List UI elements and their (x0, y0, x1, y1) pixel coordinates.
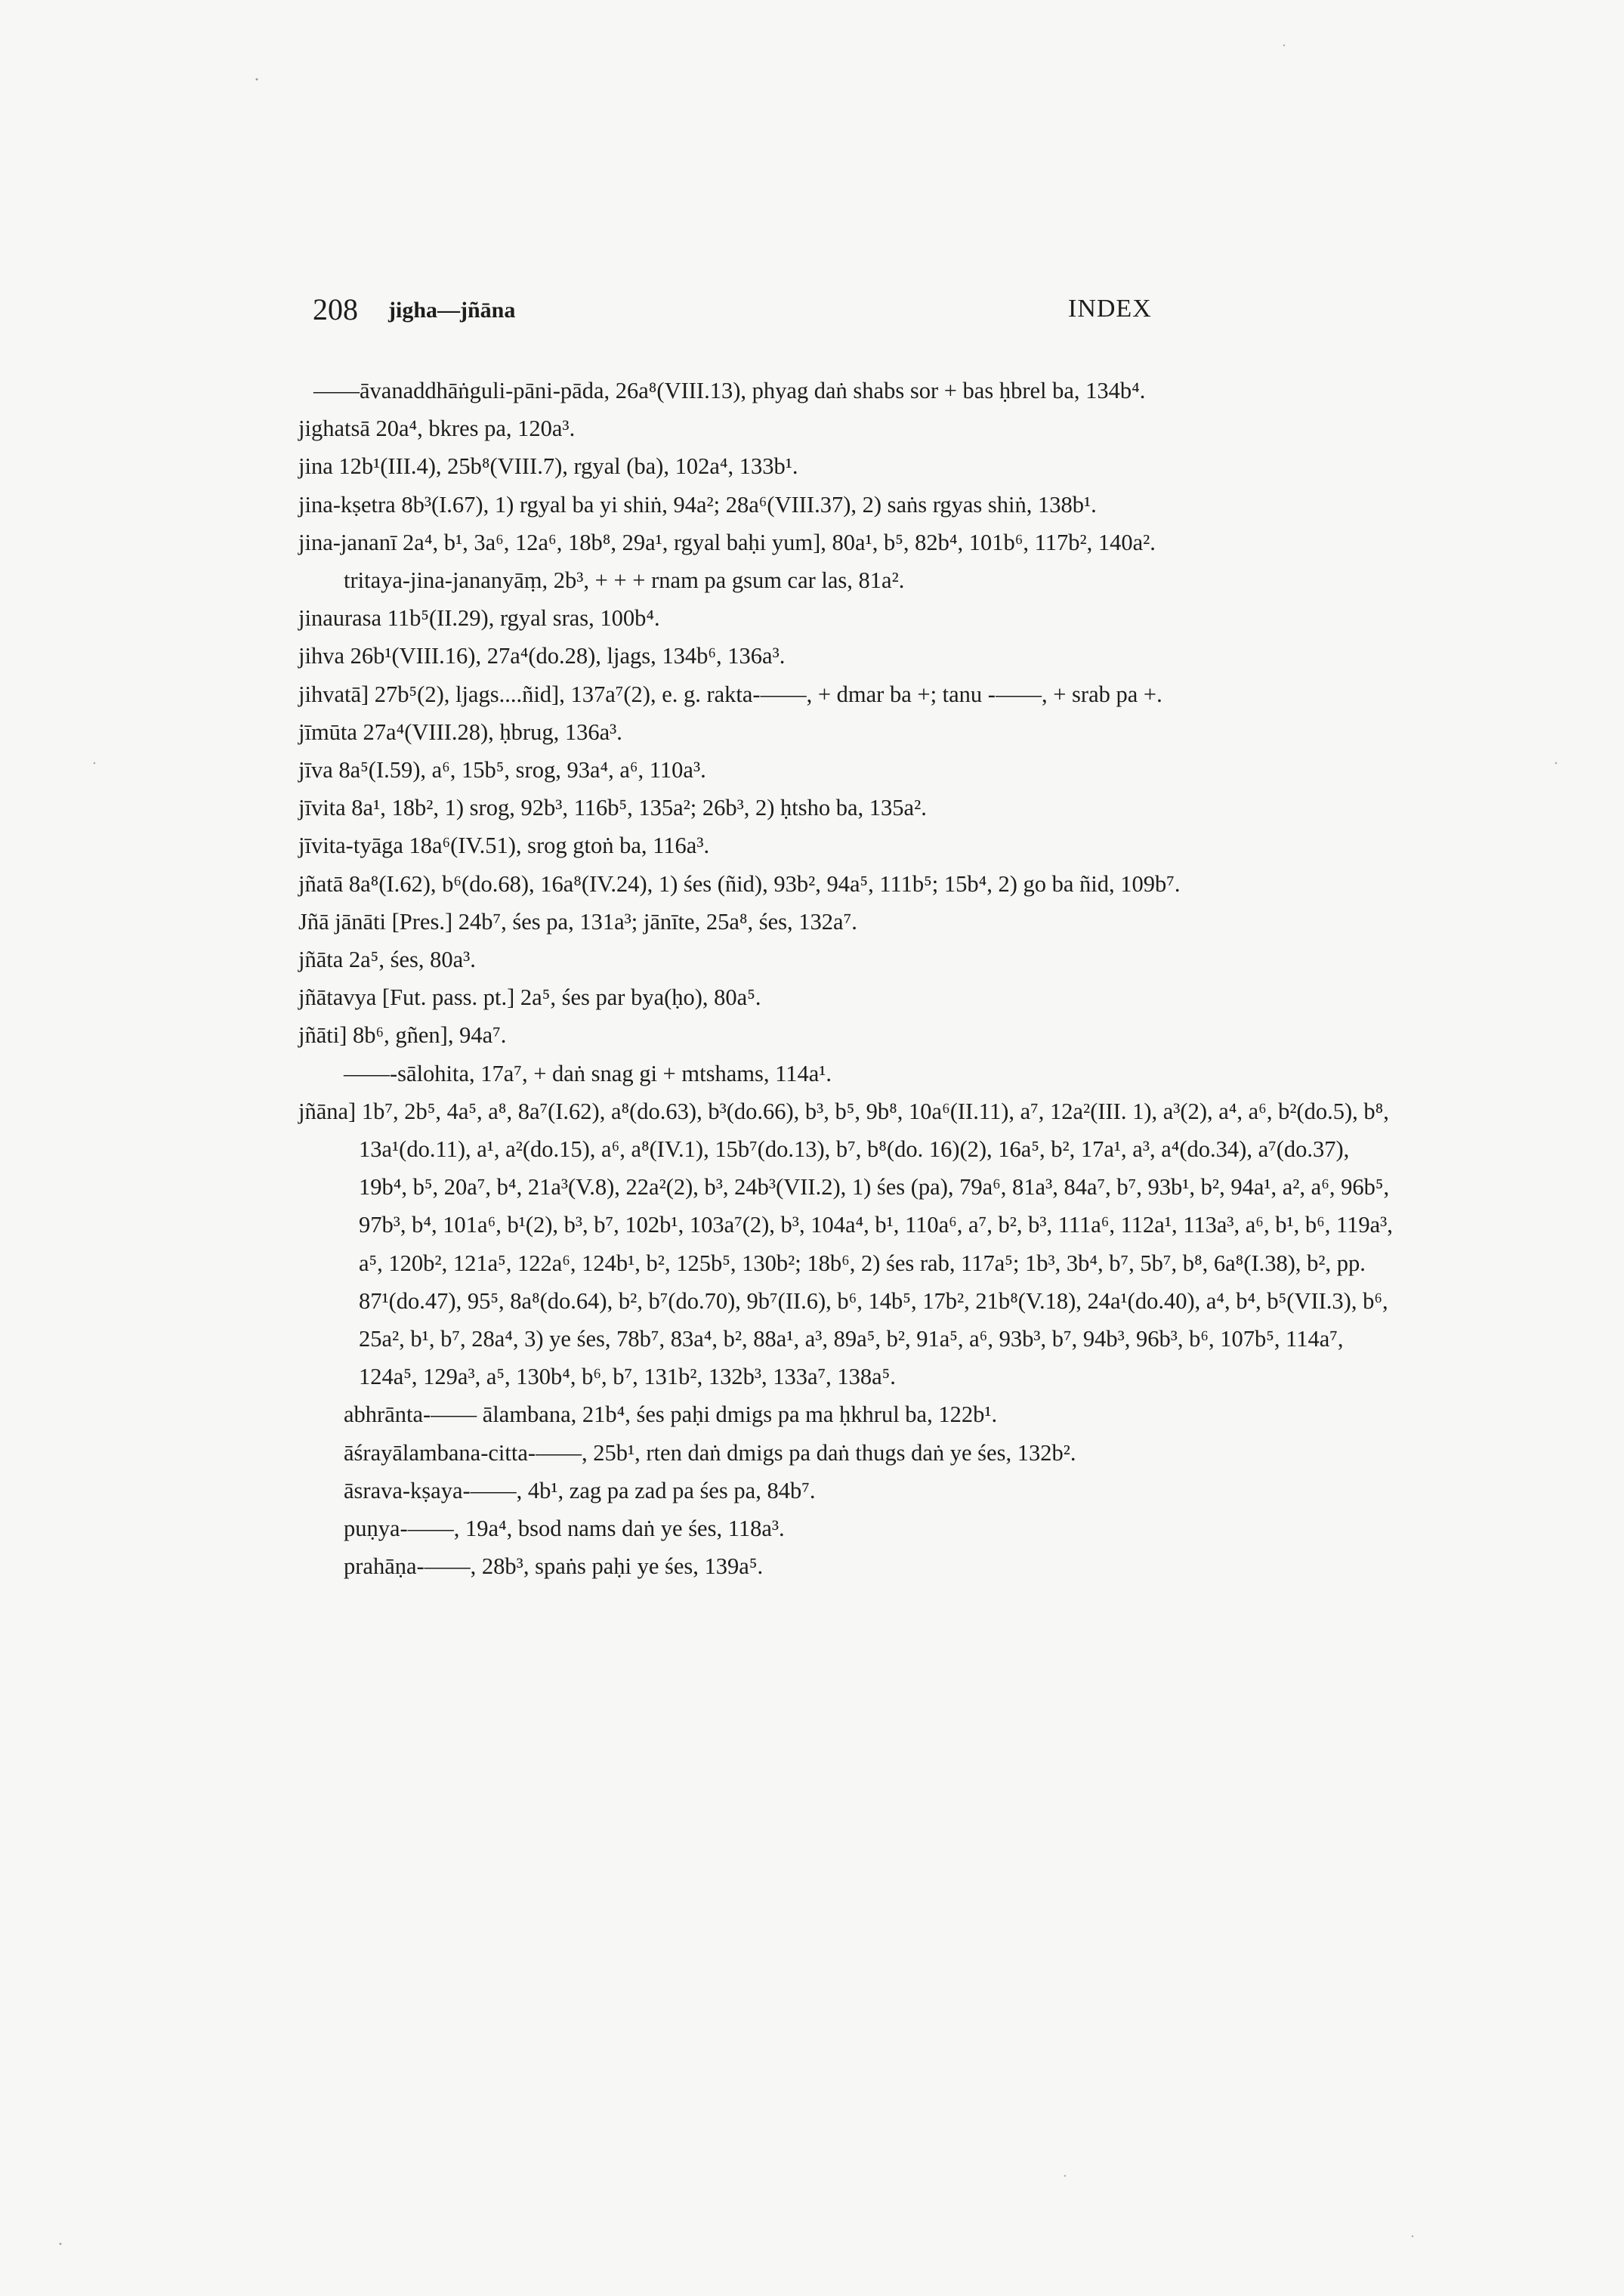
index-entry: ——āvanaddhāṅguli-pāni-pāda, 26a⁸(VIII.13), phyag daṅ shabs sor + bas ḥbrel ba, 134b⁴. (313, 378, 1146, 403)
page-number: 208 (313, 292, 358, 326)
index-entry: jīmūta 27a⁴(VIII.28), ḥbrug, 136a³. (298, 718, 622, 745)
index-entry: jina 12b¹(III.4), 25b⁸(VIII.7), rgyal (ba), 102a⁴, 133b¹. (298, 453, 798, 480)
index-entry: jñāna] 1b⁷, 2b⁵, 4a⁵, a⁸, 8a⁷(I.62), a⁸(do.63), b³(do.66), b³, b⁵, 9b⁸, 10a⁶(II.11), a⁷, 12a²(III. 1), a³(2), a⁴, a⁶, b²(do.5), b⁸, 13a¹(do.11), a¹, a²(do.15), a⁶, a⁸(IV.1), 15b⁷(do.13), b⁷, b⁸(do. 16)(2), 16a⁵, b², 17a¹, a³, a⁴(do.34), a⁷(do.37), 19b⁴, b⁵, 20a⁷, b⁴, 21a³(V.8), 22a²(2), b³, 24b³(VII.2), 1) śes (pa), 79a⁶, 81a³, 84a⁷, b⁷, 93b¹, b², 94a¹, a², a⁶, 96b⁵, 97b³, b⁴, 101a⁶, b¹(2), b³, b⁷, 102b¹, 103a⁷(2), b³, 104a⁴, b¹, 110a⁶, a⁷, b², b³, 111a⁶, 112a¹, 113a³, a⁶, b¹, b⁶, 119a³, a⁵, 120b², 121a⁵, 122a⁶, 124b¹, b², 125b⁵, 130b²; 18b⁶, 2) śes rab, 117a⁵; 1b³, 3b⁴, b⁷, 5b⁷, b⁸, 6a⁸(I.38), b², pp. 87¹(do.47), 95⁵, 8a⁸(do.64), b², b⁷(do.70), 9b⁷(II.6), b⁶, 14b⁵, 17b², 21b⁸(V.18), 24a¹(do.40), a⁴, b⁴, b⁵(VII.3), b⁶, 25a², b¹, b⁷, 28a⁴, 3) ye śes, 78b⁷, 83a⁴, b², 88a¹, a³, 89a⁵, b², 91a⁵, a⁶, 93b³, b⁷, 94b³, 96b³, b⁶, 107b⁵, 114a⁷, 124a⁵, 129a³, a⁵, 130b⁴, b⁶, b⁷, 131b², 132b³, 133a⁷, 138a⁵. (298, 1098, 1393, 1390)
index-entry: jina-jananī 2a⁴, b¹, 3a⁶, 12a⁶, 18b⁸, 29a¹, rgyal baḥi yum], 80a¹, b⁵, 82b⁴, 101b⁶, 117b², 140a². (298, 529, 1156, 555)
page-title: INDEX (1068, 295, 1152, 323)
header-range: jigha—jñāna (388, 298, 516, 323)
index-subentry: tritaya-jina-jananyāṃ, 2b³, + + + rnam pa gsum car las, 81a². (344, 567, 905, 594)
index-entry: jñatā 8a⁸(I.62), b⁶(do.68), 16a⁸(IV.24), 1) śes (ñid), 93b², 94a⁵, 111b⁵; 15b⁴, 2) go ba ñid, 109b⁷. (298, 870, 1181, 897)
index-entry: jinaurasa 11b⁵(II.29), rgyal sras, 100b⁴. (298, 605, 660, 632)
index-subentry: prahāṇa-——, 28b³, spaṅs paḥi ye śes, 139a⁵. (344, 1553, 764, 1580)
index-entry: jñātavya [Fut. pass. pt.] 2a⁵, śes par bya(ḥo), 80a⁵. (298, 984, 761, 1011)
index-entry: jīvita-tyāga 18a⁶(IV.51), srog gtoṅ ba, 116a³. (298, 833, 710, 859)
index-subentry: puṇya-——, 19a⁴, bsod nams daṅ ye śes, 118a³. (344, 1516, 785, 1542)
index-entry: jihva 26b¹(VIII.16), 27a⁴(do.28), ljags, 134b⁶, 136a³. (298, 643, 786, 669)
index-entry: jīva 8a⁵(I.59), a⁶, 15b⁵, srog, 93a⁴, a⁶, 110a³. (298, 757, 706, 783)
index-entry: jihvatā] 27b⁵(2), ljags....ñid], 137a⁷(2), e. g. rakta-——, + dmar ba +; tanu -——, + srab pa +. (298, 681, 1162, 707)
index-subentry: abhrānta-—— ālambana, 21b⁴, śes paḥi dmigs pa ma ḥkhrul ba, 122b¹. (344, 1401, 998, 1428)
index-entry: jighatsā 20a⁴, bkres pa, 120a³. (298, 416, 576, 442)
index-entry: jñāta 2a⁵, śes, 80a³. (298, 947, 476, 973)
index-subentry: āsrava-kṣaya-——, 4b¹, zag pa zad pa śes pa, 84b⁷. (344, 1477, 816, 1503)
index-subentry: āśrayālambana-citta-——, 25b¹, rten daṅ dmigs pa daṅ thugs daṅ ye śes, 132b². (344, 1439, 1076, 1466)
index-entry: jina-kṣetra 8b³(I.67), 1) rgyal ba yi shiṅ, 94a²; 28a⁶(VIII.37), 2) saṅs rgyas shiṅ, 138b¹. (298, 491, 1097, 518)
index-subentry: ——-sālohita, 17a⁷, + daṅ snag gi + mtshams, 114a¹. (344, 1060, 832, 1086)
index-entries (298, 372, 1394, 1586)
page-header (313, 289, 1446, 334)
index-entry: jīvita 8a¹, 18b², 1) srog, 92b³, 116b⁵, 135a²; 26b³, 2) ḥtsho ba, 135a². (298, 795, 927, 821)
index-entry: jñāti] 8b⁶, gñen], 94a⁷. (298, 1022, 507, 1049)
index-entry: Jñā jānāti [Pres.] 24b⁷, śes pa, 131a³; jānīte, 25a⁸, śes, 132a⁷. (298, 908, 857, 935)
